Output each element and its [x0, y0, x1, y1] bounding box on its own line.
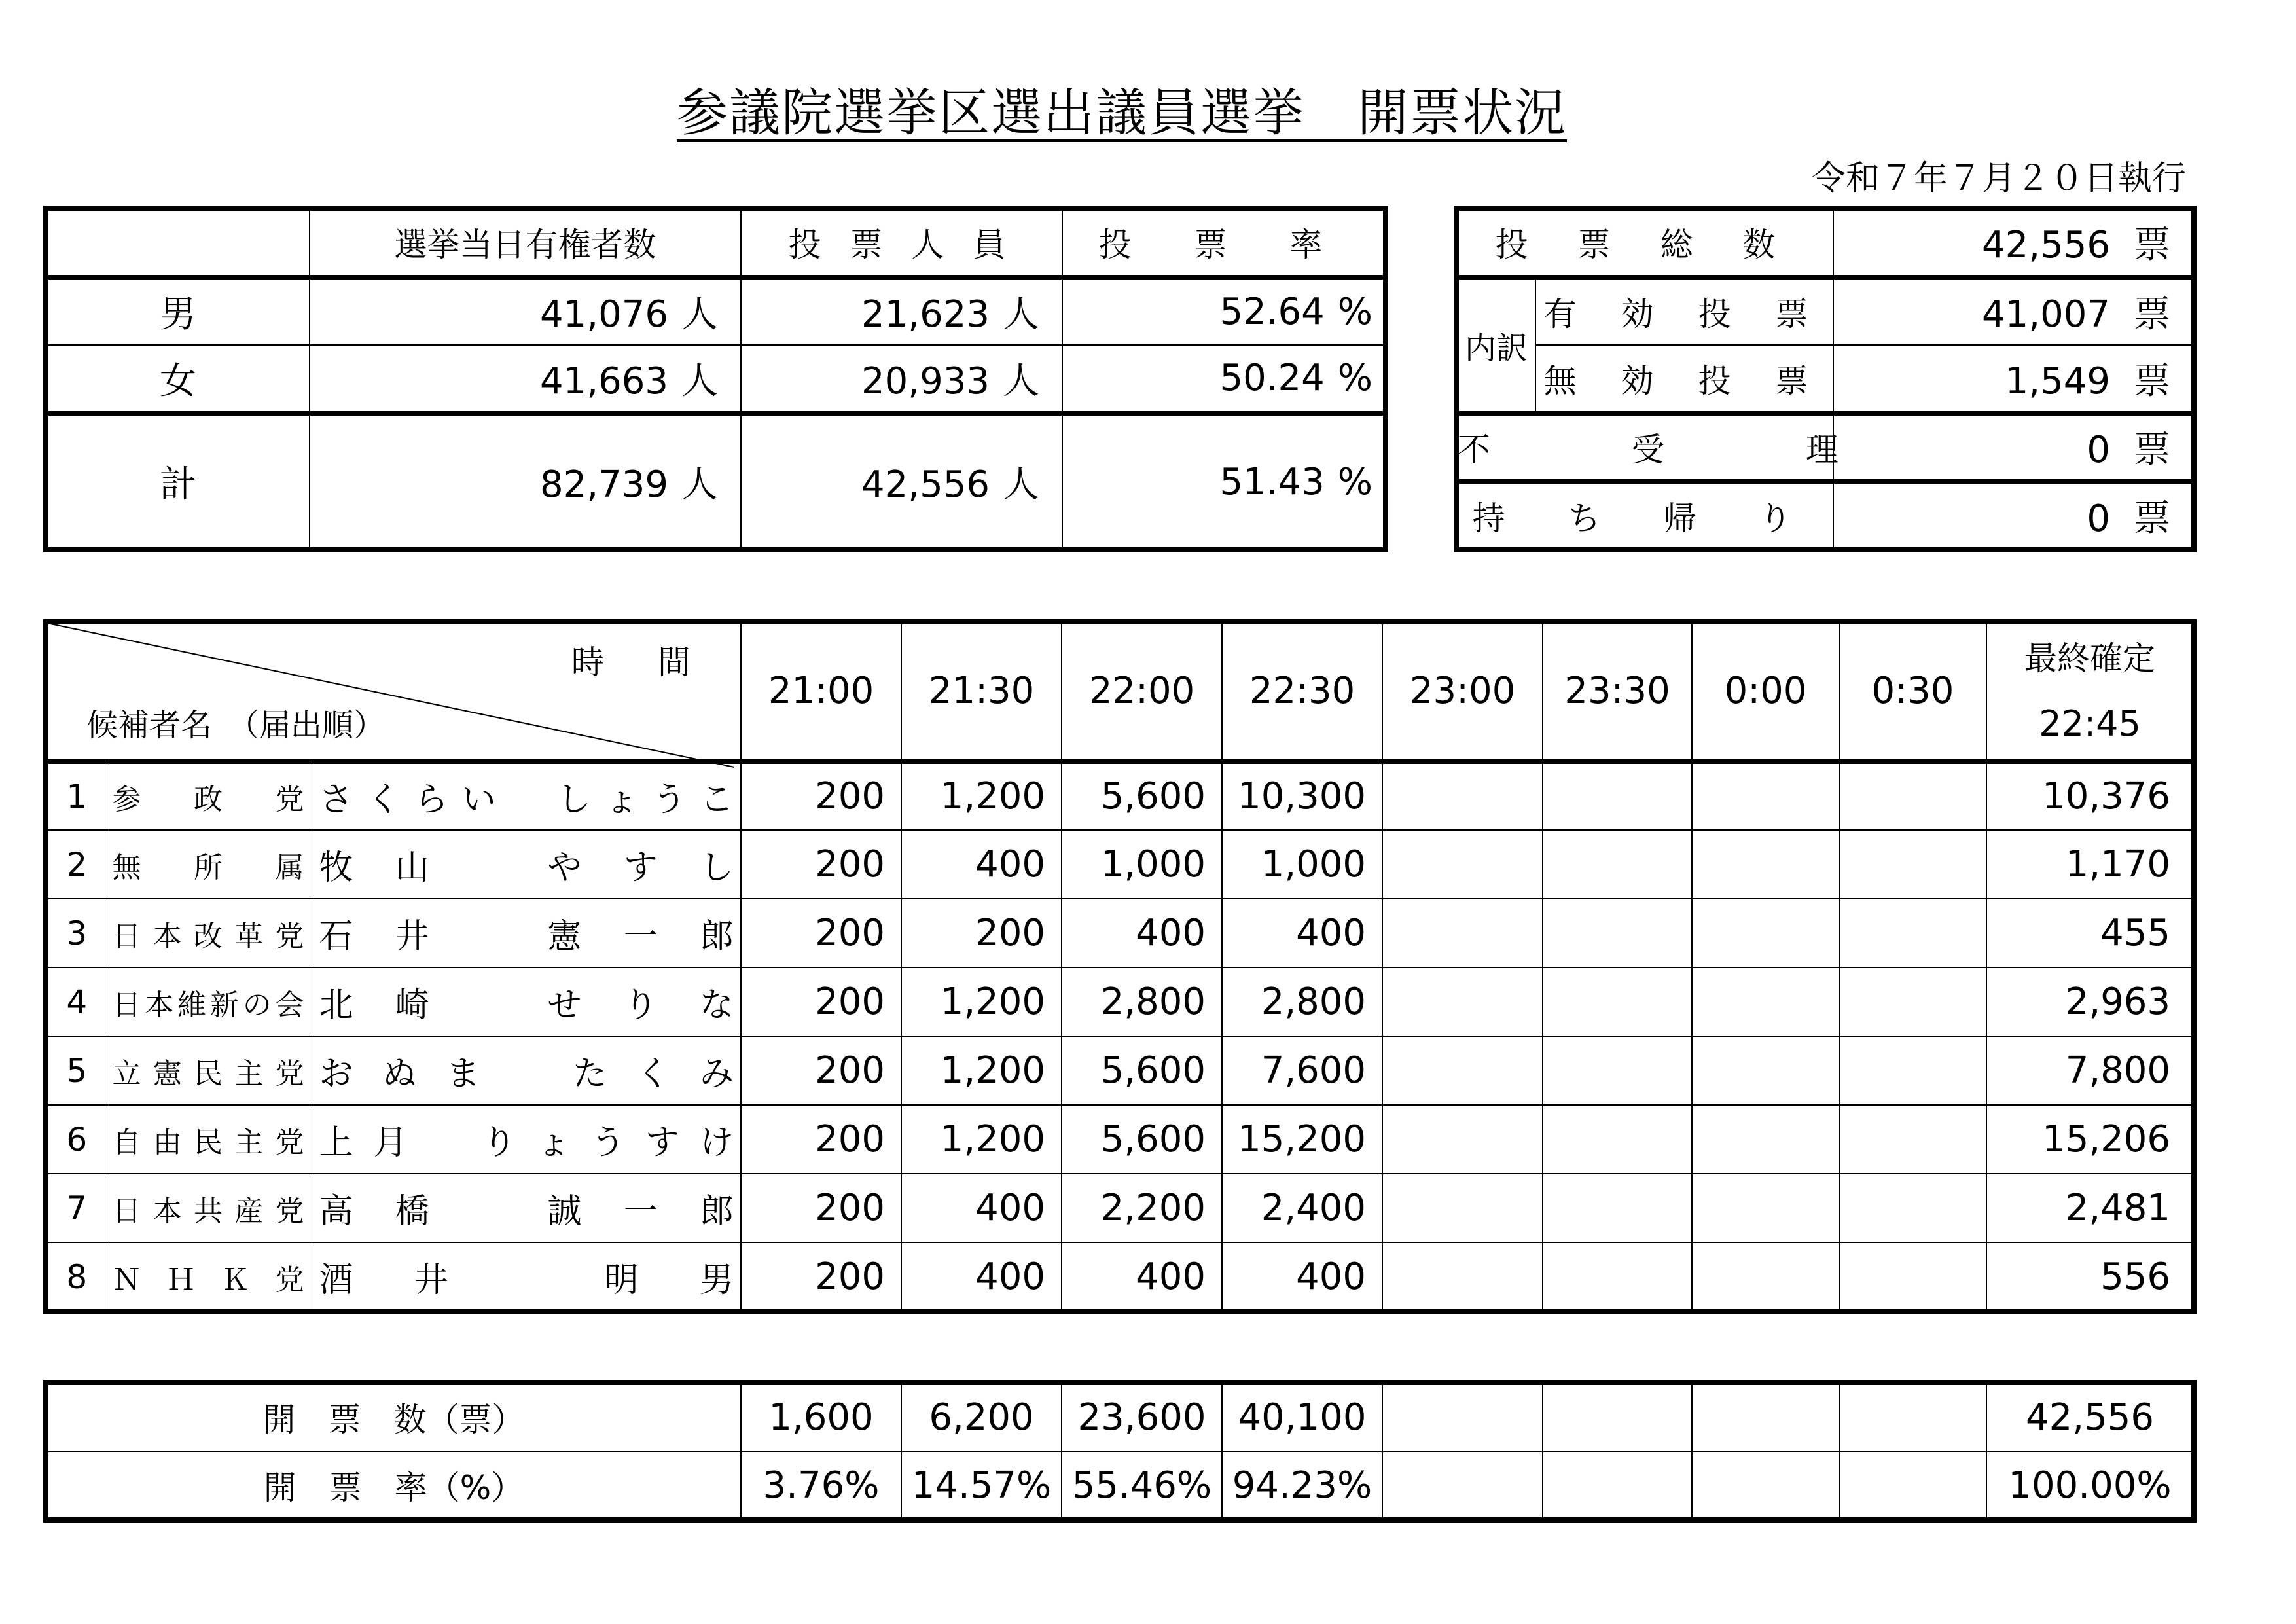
candidate-count: 400	[901, 1242, 1062, 1311]
candidate-count	[1692, 967, 1839, 1036]
candidate-count	[1382, 1174, 1543, 1242]
candidate-count: 200	[901, 899, 1062, 967]
election-date: 令和７年７月２０日執行	[1811, 159, 2186, 198]
rate-value: 3.76%	[741, 1451, 901, 1519]
rate-value: 94.23%	[1222, 1451, 1382, 1519]
counted-value: 40,100	[1222, 1383, 1382, 1451]
candidate-name: 上 月 り ょ う す け	[310, 1105, 741, 1174]
turnout-row-label: 男	[46, 277, 310, 345]
candidate-number: 1	[46, 761, 107, 830]
candidate-count	[1692, 1036, 1839, 1105]
candidate-count: 400	[901, 830, 1062, 899]
candidate-count	[1543, 830, 1692, 899]
unaccepted-label: 不 受 理	[1457, 413, 1833, 481]
candidate-count	[1543, 1174, 1692, 1242]
unaccepted-value: 0 票	[1833, 413, 2193, 481]
candidate-count: 200	[741, 1036, 901, 1105]
candidate-count	[1839, 830, 1986, 899]
candidate-row	[46, 1174, 2193, 1242]
candidate-number: 4	[46, 967, 107, 1036]
candidate-count: 400	[1062, 1242, 1222, 1311]
turnout-rate-value: 52.64 %	[1062, 277, 1385, 345]
candidate-row	[46, 967, 2193, 1036]
ballot-table	[1456, 208, 2194, 550]
candidate-count	[1382, 1242, 1543, 1311]
turnout-table	[46, 208, 1386, 550]
turnout-voters-value: 82,739 人	[310, 413, 741, 549]
candidate-final: 2,963	[1986, 967, 2193, 1036]
candidate-count	[1543, 1036, 1692, 1105]
candidate-count	[1692, 1105, 1839, 1174]
final-time: 22:45	[2039, 702, 2141, 744]
candidate-count	[1382, 899, 1543, 967]
candidate-count	[1839, 1105, 1986, 1174]
time-header: 23:00	[1382, 623, 1543, 761]
candidate-count: 5,600	[1062, 1036, 1222, 1105]
counted-value	[1543, 1383, 1692, 1451]
rate-value: 14.57%	[901, 1451, 1062, 1519]
candidate-row	[46, 1036, 2193, 1105]
valid-value: 41,007 票	[1833, 277, 2193, 345]
candidate-count: 2,400	[1222, 1174, 1382, 1242]
candidate-count: 400	[1222, 1242, 1382, 1311]
candidate-count	[1692, 761, 1839, 830]
candidate-count: 1,000	[1222, 830, 1382, 899]
candidate-name: 酒 井 明 男	[310, 1242, 741, 1311]
turnout-votes-value: 21,623 人	[741, 277, 1062, 345]
candidate-count	[1692, 830, 1839, 899]
candidate-row	[46, 1242, 2193, 1311]
valid-label: 有 効 投 票	[1535, 277, 1833, 345]
final-label: 最終確定	[2024, 639, 2156, 677]
candidate-name: さ く ら い し ょ う こ	[310, 761, 741, 830]
ballot-total-value: 42,556 票	[1833, 209, 2193, 277]
counted-value	[1382, 1383, 1543, 1451]
candidate-count	[1382, 1105, 1543, 1174]
candidate-row	[46, 899, 2193, 967]
candidate-name: 高 橋 誠 一 郎	[310, 1174, 741, 1242]
candidate-final: 7,800	[1986, 1036, 2193, 1105]
turnout-row-label: 女	[46, 345, 310, 413]
summary-table	[46, 1382, 2194, 1520]
counted-final: 42,556	[1986, 1383, 2193, 1451]
candidate-final: 556	[1986, 1242, 2193, 1311]
candidate-name: 石 井 憲 一 郎	[310, 899, 741, 967]
time-header: 21:00	[741, 623, 901, 761]
candidate-final: 2,481	[1986, 1174, 2193, 1242]
candidate-number: 8	[46, 1242, 107, 1311]
candidate-count: 1,000	[1062, 830, 1222, 899]
invalid-value: 1,549 票	[1833, 345, 2193, 413]
page-title: 参議院選挙区選出議員選挙 開票状況	[676, 84, 1567, 143]
candidate-number: 5	[46, 1036, 107, 1105]
rate-value	[1839, 1451, 1986, 1519]
turnout-voters-value: 41,663 人	[310, 345, 741, 413]
taken-home-value: 0 票	[1833, 481, 2193, 549]
candidate-count	[1839, 1242, 1986, 1311]
time-header: 0:30	[1839, 623, 1986, 761]
candidate-count	[1543, 761, 1692, 830]
candidate-count: 5,600	[1062, 761, 1222, 830]
turnout-rate-value: 50.24 %	[1062, 345, 1385, 413]
candidate-number: 3	[46, 899, 107, 967]
candidate-count: 15,200	[1222, 1105, 1382, 1174]
candidate-count: 200	[741, 967, 901, 1036]
candidate-party: 参 政 党	[107, 761, 310, 830]
candidate-party: 自 由 民 主 党	[107, 1105, 310, 1174]
rate-value	[1692, 1451, 1839, 1519]
candidate-count: 2,800	[1062, 967, 1222, 1036]
turnout-header-blank	[46, 209, 310, 277]
candidate-name: 牧 山 や す し	[310, 830, 741, 899]
candidate-count	[1543, 1105, 1692, 1174]
candidate-party: 無 所 属	[107, 830, 310, 899]
candidate-final: 15,206	[1986, 1105, 2193, 1174]
candidate-final: 455	[1986, 899, 2193, 967]
taken-home-label: 持 ち 帰 り	[1457, 481, 1833, 549]
candidate-count: 2,800	[1222, 967, 1382, 1036]
candidate-number: 2	[46, 830, 107, 899]
candidate-count: 200	[741, 1105, 901, 1174]
ballot-total-label: 投 票 総 数	[1457, 209, 1833, 277]
turnout-header-voters: 選挙当日有権者数	[310, 209, 741, 277]
time-header: 22:30	[1222, 623, 1382, 761]
results-table	[46, 622, 2194, 1312]
candidate-party: 日 本 共 産 党	[107, 1174, 310, 1242]
candidate-count	[1839, 1174, 1986, 1242]
rate-label: 開 票 率（%）	[46, 1451, 741, 1519]
candidate-count	[1692, 899, 1839, 967]
candidate-count	[1692, 1242, 1839, 1311]
candidate-count: 400	[1222, 899, 1382, 967]
candidate-count	[1692, 1174, 1839, 1242]
candidate-number: 6	[46, 1105, 107, 1174]
rate-final: 100.00%	[1986, 1451, 2193, 1519]
candidate-count: 10,300	[1222, 761, 1382, 830]
candidate-party: 日 本 改 革 党	[107, 899, 310, 967]
candidate-count: 200	[741, 830, 901, 899]
candidate-party: 立 憲 民 主 党	[107, 1036, 310, 1105]
breakdown-label: 内訳	[1457, 277, 1535, 413]
candidate-count: 400	[901, 1174, 1062, 1242]
header-time-label: 時 間	[571, 643, 702, 681]
candidate-count	[1382, 1036, 1543, 1105]
candidate-count	[1382, 830, 1543, 899]
candidate-count	[1543, 1242, 1692, 1311]
candidate-name: 北 崎 せ り な	[310, 967, 741, 1036]
candidate-count	[1382, 761, 1543, 830]
turnout-header-rate: 投 票 率	[1062, 209, 1385, 277]
candidate-count	[1839, 899, 1986, 967]
turnout-votes-value: 42,556 人	[741, 413, 1062, 549]
time-header: 0:00	[1692, 623, 1839, 761]
counted-value	[1692, 1383, 1839, 1451]
candidate-party: Ｎ Ｈ Ｋ 党	[107, 1242, 310, 1311]
candidate-count	[1839, 761, 1986, 830]
time-header: 22:00	[1062, 623, 1222, 761]
counted-label: 開 票 数（票）	[46, 1383, 741, 1451]
candidate-count	[1543, 899, 1692, 967]
header-candidate-label: 候補者名 （届出順）	[86, 706, 386, 744]
candidate-count	[1543, 967, 1692, 1036]
turnout-row-label: 計	[46, 413, 310, 549]
invalid-label: 無 効 投 票	[1535, 345, 1833, 413]
final-header	[1986, 623, 2193, 761]
turnout-voters-value: 41,076 人	[310, 277, 741, 345]
counted-value: 23,600	[1062, 1383, 1222, 1451]
results-header-corner	[46, 623, 741, 761]
counted-value	[1839, 1383, 1986, 1451]
candidate-number: 7	[46, 1174, 107, 1242]
candidate-count: 200	[741, 761, 901, 830]
candidate-count	[1382, 967, 1543, 1036]
candidate-count: 2,200	[1062, 1174, 1222, 1242]
candidate-row	[46, 830, 2193, 899]
candidate-name: お ぬ ま た く み	[310, 1036, 741, 1105]
rate-value: 55.46%	[1062, 1451, 1222, 1519]
candidate-count: 5,600	[1062, 1105, 1222, 1174]
candidate-count: 7,600	[1222, 1036, 1382, 1105]
candidate-count	[1839, 967, 1986, 1036]
candidate-final: 10,376	[1986, 761, 2193, 830]
candidate-count: 1,200	[901, 1105, 1062, 1174]
candidate-count: 1,200	[901, 761, 1062, 830]
candidate-count	[1839, 1036, 1986, 1105]
turnout-votes-value: 20,933 人	[741, 345, 1062, 413]
candidate-count: 1,200	[901, 1036, 1062, 1105]
candidate-row	[46, 761, 2193, 830]
candidate-count: 200	[741, 1174, 901, 1242]
candidate-count: 1,200	[901, 967, 1062, 1036]
time-header: 21:30	[901, 623, 1062, 761]
candidate-row	[46, 1105, 2193, 1174]
rate-value	[1382, 1451, 1543, 1519]
counted-value: 6,200	[901, 1383, 1062, 1451]
candidate-count: 400	[1062, 899, 1222, 967]
rate-value	[1543, 1451, 1692, 1519]
candidate-party: 日 本 維 新 の 会	[107, 967, 310, 1036]
turnout-header-votes: 投 票 人 員	[741, 209, 1062, 277]
candidate-final: 1,170	[1986, 830, 2193, 899]
turnout-rate-value: 51.43 %	[1062, 413, 1385, 549]
time-header: 23:30	[1543, 623, 1692, 761]
candidate-count: 200	[741, 1242, 901, 1311]
counted-value: 1,600	[741, 1383, 901, 1451]
candidate-count: 200	[741, 899, 901, 967]
